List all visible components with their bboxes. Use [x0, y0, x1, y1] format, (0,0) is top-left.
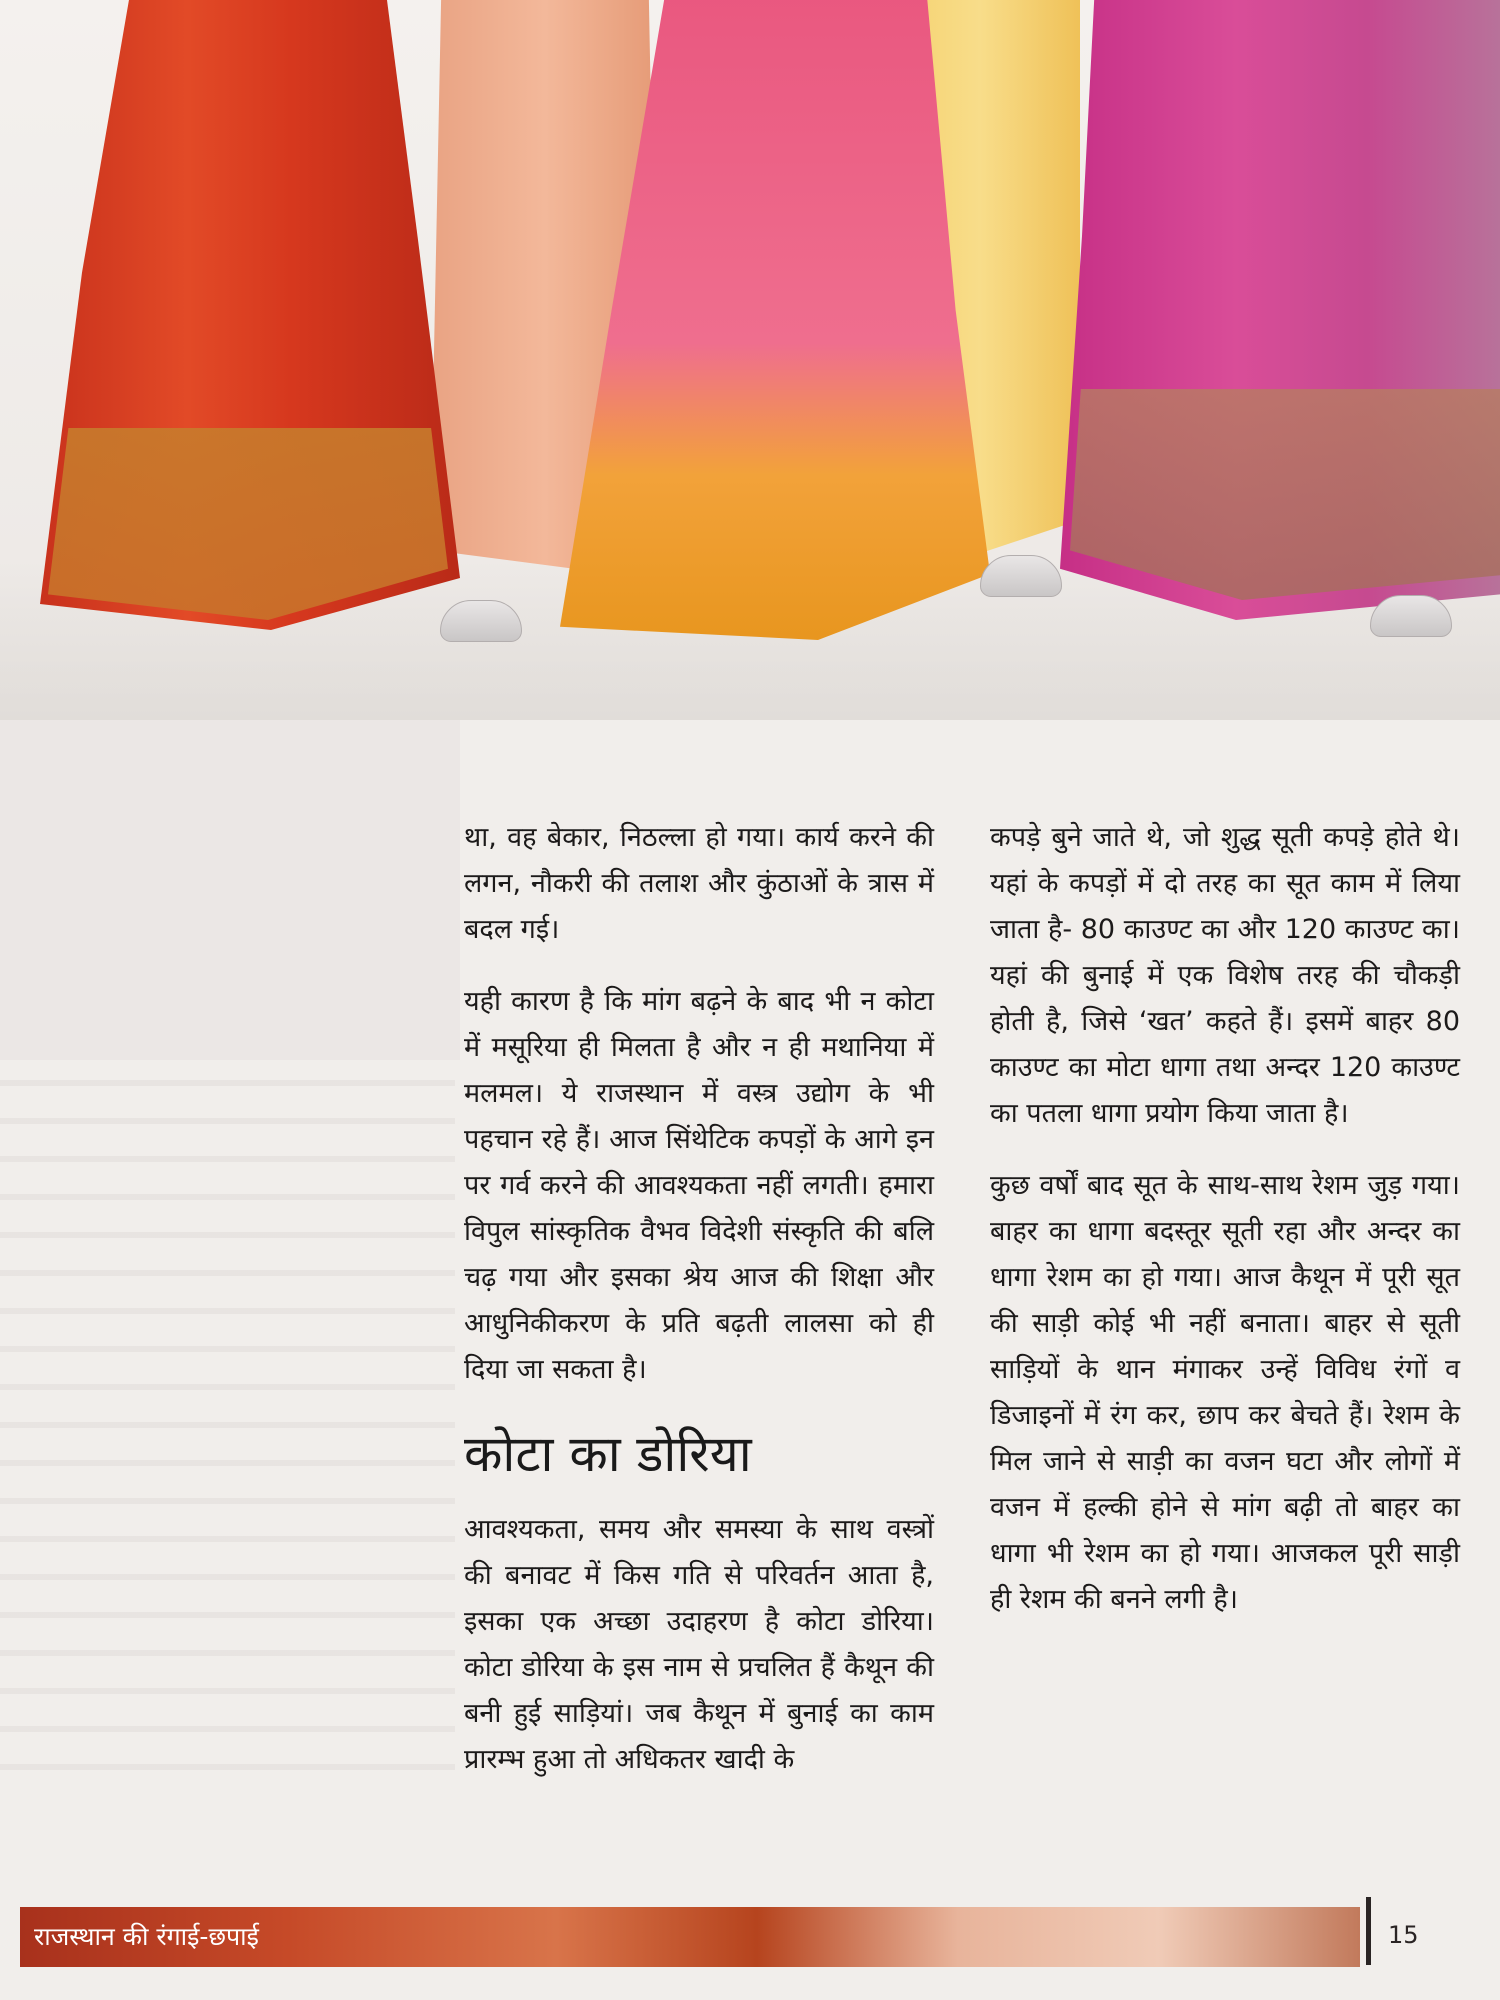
right-text-column [990, 815, 1460, 1649]
body-paragraph: कपड़े बुने जाते थे, जो शुद्ध सूती कपड़े होते थे। यहां के कपड़ों में दो तरह का सूत काम में लिया जाता है- 80 काउण्ट का और 120 काउण्ट का। यहां की बुनाई में एक विशेष तरह की चौकड़ी होती है, जिसे ‘खत’ कहते हैं। इसमें बाहर 80 काउण्ट का मोटा धागा तथा अन्दर 120 काउण्ट का पतला धागा प्रयोग किया जाता है। [990, 822, 1460, 1129]
body-paragraph: यही कारण है कि मांग बढ़ने के बाद भी न कोटा में मसूरिया ही मिलता है और न ही मथानिया में मलमल। ये राजस्थान में वस्त्र उद्योग के भी पहचान रहे हैं। आज सिंथेटिक कपड़ों के आगे इन पर गर्व करने की आवश्यकता नहीं लगती। हमारा विपुल सांस्कृतिक वैभव विदेशी संस्कृति की बलि चढ़ गया और इसका श्रेय आज की शिक्षा और आधुनिकीकरण के प्रति बढ़ती लालसा को ही दिया जा सकता है। [464, 986, 934, 1385]
silver-sandal [1370, 595, 1452, 637]
saree-photo [0, 0, 1500, 720]
silver-sandal [980, 555, 1062, 597]
bleed-through-texture [0, 1080, 455, 1780]
footer-divider [1366, 1897, 1371, 1965]
publication-title: राजस्थान की रंगाई-छपाई [34, 1922, 259, 1951]
silver-sandal [440, 600, 522, 642]
page-number: 15 [1388, 1921, 1419, 1949]
magenta-saree-border [1070, 0, 1500, 600]
body-paragraph: आवश्यकता, समय और समस्या के साथ वस्त्रों की बनावट में किस गति से परिवर्तन आता है, इसका एक अच्छा उदाहरण है कोटा डोरिया। कोटा डोरिया के इस नाम से प्रचलित हैं कैथून की बनी हुई साड़ियां। जब कैथून में बुनाई का काम प्रारम्भ हुआ तो अधिकतर खादी के [464, 1514, 934, 1775]
page-footer [20, 1907, 1500, 1967]
left-faded-panel [0, 720, 460, 1060]
footer-color-strip [20, 1907, 1360, 1967]
left-text-column [464, 815, 934, 1809]
body-paragraph: था, वह बेकार, निठल्ला हो गया। कार्य करने की लगन, नौकरी की तलाश और कुंठाओं के त्रास में बदल गई। [464, 822, 934, 945]
section-heading: कोटा का डोरिया [464, 1425, 752, 1483]
body-paragraph: कुछ वर्षों बाद सूत के साथ-साथ रेशम जुड़ गया। बाहर का धागा बदस्तूर सूती रहा और अन्दर का धागा रेशम का हो गया। आज कैथून में पूरी सूत की साड़ी कोई भी नहीं बनाता। बाहर से सूती साड़ियों के थान मंगाकर उन्हें विविध रंगों व डिजाइनों में रंग कर, छाप कर बेचते हैं। रेशम के मिल जाने से साड़ी का वजन घटा और लोगों में वजन में हल्की होने से मांग बढ़ी तो बाहर का धागा भी रेशम का हो गया। आजकल पूरी साड़ी ही रेशम की बनने लगी है। [990, 1170, 1460, 1615]
